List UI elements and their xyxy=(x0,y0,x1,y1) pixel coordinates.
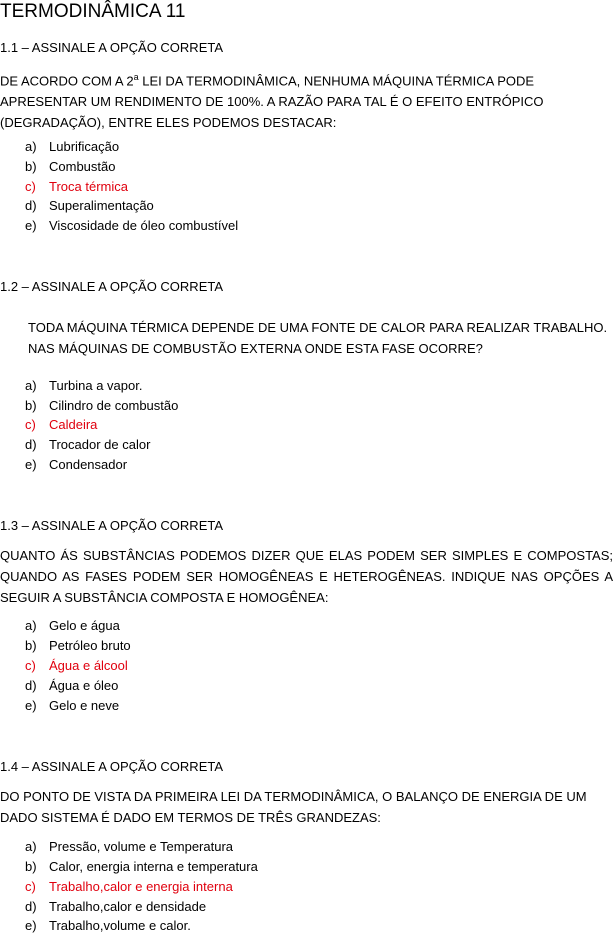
question-1-1-option-c-correct xyxy=(25,179,128,195)
question-1-1-text xyxy=(0,67,613,133)
option-letter: a) xyxy=(25,139,37,154)
option-text: Gelo e neve xyxy=(49,698,120,713)
page-title: TERMODINÂMICA 11 xyxy=(0,1,186,22)
question-1-2-text: TODA MÁQUINA TÉRMICA DEPENDE DE UMA FONTE DE CALOR PARA REALIZAR TRABALHO. NAS MÁQUINAS DE COMBUSTÃO EXTERNA ONDE ESTA FASE OCORRE? xyxy=(28,320,608,356)
option-letter: e) xyxy=(25,457,37,472)
option-letter: c) xyxy=(25,658,36,673)
option-letter: c) xyxy=(25,179,36,194)
option-text: Calor, energia interna e temperatura xyxy=(49,859,258,874)
question-1-2-option-e xyxy=(25,457,127,473)
option-text: Trabalho,calor e densidade xyxy=(49,899,207,914)
question-1-1-option-e xyxy=(25,218,238,234)
ordinal-superscript: a xyxy=(133,72,139,82)
question-1-4-option-d xyxy=(25,899,206,915)
question-1-2-option-c-correct xyxy=(25,417,97,433)
option-text: Combustão xyxy=(49,159,116,174)
question-1-2-heading: 1.2 – ASSINALE A OPÇÃO CORRETA xyxy=(0,279,224,294)
question-1-3-text: QUANTO ÁS SUBSTÂNCIAS PODEMOS DIZER QUE ELAS PODEM SER SIMPLES E COMPOSTAS; QUANDO AS FASES PODEM SER HOMOGÊNEAS E HETEROGÊNEAS. INDIQUE NAS OPÇÕES A SEGUIR A SUBSTÂNCIA COMPOSTA E HOMOGÊNEA: xyxy=(0,548,613,605)
option-text: Lubrificação xyxy=(49,139,120,154)
question-1-3-option-b xyxy=(25,638,131,654)
option-text: Condensador xyxy=(49,457,128,472)
option-text: Petróleo bruto xyxy=(49,638,131,653)
option-letter: b) xyxy=(25,398,37,413)
option-text: Turbina a vapor. xyxy=(49,378,143,393)
question-1-4-heading: 1.4 – ASSINALE A OPÇÃO CORRETA xyxy=(0,759,224,774)
option-letter: b) xyxy=(25,638,37,653)
question-1-1-option-d xyxy=(25,198,154,214)
option-text: Troca térmica xyxy=(49,179,128,194)
option-text: Gelo e água xyxy=(49,618,120,633)
question-1-3-option-e xyxy=(25,698,119,714)
option-text: Cilindro de combustão xyxy=(49,398,179,413)
option-letter: e) xyxy=(25,698,37,713)
option-letter: d) xyxy=(25,198,37,213)
question-1-3-option-a xyxy=(25,618,120,634)
question-1-4-option-b xyxy=(25,859,258,875)
question-1-1-heading: 1.1 – ASSINALE A OPÇÃO CORRETA xyxy=(0,40,224,55)
option-letter: d) xyxy=(25,437,37,452)
option-letter: b) xyxy=(25,159,37,174)
option-letter: c) xyxy=(25,879,36,894)
question-1-2-option-b xyxy=(25,398,178,414)
option-letter: b) xyxy=(25,859,37,874)
question-1-3-option-d xyxy=(25,678,118,694)
option-letter: d) xyxy=(25,899,37,914)
option-text: Trocador de calor xyxy=(49,437,151,452)
option-letter: a) xyxy=(25,618,37,633)
option-text: Superalimentação xyxy=(49,198,154,213)
option-text: Caldeira xyxy=(49,417,98,432)
question-1-2-option-a xyxy=(25,378,142,394)
option-text: Água e óleo xyxy=(49,678,119,693)
question-1-1-text-start: DE ACORDO COM A 2 xyxy=(0,73,134,89)
option-text: Trabalho,calor e energia interna xyxy=(49,879,233,894)
option-text: Pressão, volume e Temperatura xyxy=(49,839,234,854)
option-letter: d) xyxy=(25,678,37,693)
option-letter: e) xyxy=(25,218,37,233)
question-1-2-option-d xyxy=(25,437,150,453)
question-1-4-option-a xyxy=(25,839,233,855)
question-1-1-text-end: LEI DA TERMODINÂMICA, NENHUMA MÁQUINA TÉRMICA PODE APRESENTAR UM RENDIMENTO DE 100%. A RAZÃO PARA TAL É O EFEITO ENTRÓPICO (DEGRADAÇÃO), ENTRE ELES PODEMOS DESTACAR: xyxy=(0,73,544,131)
question-1-3-option-c-correct xyxy=(25,658,128,674)
question-1-3-heading: 1.3 – ASSINALE A OPÇÃO CORRETA xyxy=(0,518,224,533)
option-letter: a) xyxy=(25,839,37,854)
question-1-1-option-a xyxy=(25,139,119,155)
question-1-1-option-b xyxy=(25,159,115,175)
question-1-4-option-c-correct xyxy=(25,879,233,895)
option-letter: e) xyxy=(25,918,37,933)
question-1-4-text: DO PONTO DE VISTA DA PRIMEIRA LEI DA TERMODINÂMICA, O BALANÇO DE ENERGIA DE UM DADO SISTEMA É DADO EM TERMOS DE TRÊS GRANDEZAS: xyxy=(0,789,587,825)
option-text: Viscosidade de óleo combustível xyxy=(49,218,239,233)
option-letter: a) xyxy=(25,378,37,393)
option-text: Água e álcool xyxy=(49,658,128,673)
option-text: Trabalho,volume e calor. xyxy=(49,918,191,933)
option-letter: c) xyxy=(25,417,36,432)
question-1-4-option-e xyxy=(25,918,191,934)
